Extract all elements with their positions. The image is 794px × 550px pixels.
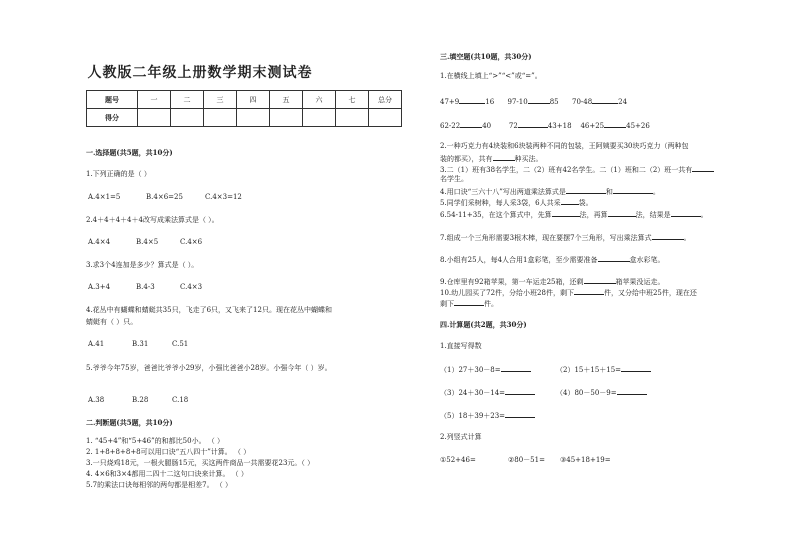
- text: 8.小组有25人，每4人合用1盒彩笔，至少需要准备: [440, 256, 598, 264]
- score-row-label: 得分: [87, 109, 138, 127]
- expr: （4）80－50－9=: [556, 389, 617, 397]
- answer-blank[interactable]: [505, 410, 535, 418]
- score-header-cell: 总分: [369, 91, 402, 109]
- vertical-calc-1: ①52+46=: [440, 456, 476, 464]
- text: 10.幼儿园买了72件，分给小班28件，剩下: [440, 289, 574, 297]
- question-4-line-1: 4.花丛中有蝴蝶和蜻蜓共35只，飞走了6只，又飞来了12只。现在花丛中蝴蝶和: [86, 306, 332, 314]
- text: 件。: [484, 300, 498, 308]
- page-title: 人教版二年级上册数学期末测试卷: [87, 65, 313, 81]
- fill-1-row-2: [440, 120, 650, 131]
- q1-option-c: C.4×3=12: [205, 193, 242, 201]
- expr: 46+25: [580, 122, 605, 130]
- q2-option-a: A.4×4: [88, 238, 111, 246]
- fill-4: [440, 186, 660, 197]
- expr: 47+9: [440, 98, 460, 106]
- expr: （3）24＋30－14=: [440, 389, 506, 397]
- answer-blank[interactable]: [613, 186, 653, 194]
- expr: 97-10: [507, 98, 528, 106]
- q5-option-c: C.18: [172, 396, 189, 404]
- answer-blank[interactable]: [604, 120, 626, 128]
- answer-blank[interactable]: [621, 364, 651, 372]
- score-table: [86, 90, 402, 127]
- answer-blank[interactable]: [608, 209, 636, 217]
- fill-6: [440, 209, 708, 220]
- score-cell: [171, 109, 204, 127]
- answer-blank[interactable]: [561, 197, 579, 205]
- calc-2-title: 2.列竖式计算: [440, 433, 482, 441]
- expr: 62-22: [440, 122, 461, 130]
- vertical-calc-3: ③45+18+19=: [560, 456, 611, 464]
- score-cell: [369, 109, 402, 127]
- score-cell: [270, 109, 303, 127]
- answer-blank[interactable]: [528, 96, 550, 104]
- text: 法，结果是: [635, 211, 671, 219]
- score-header-cell: 题号: [87, 91, 138, 109]
- fill-1-row-1: [440, 96, 627, 107]
- fill-8: [440, 254, 665, 265]
- score-header-cell: 二: [171, 91, 204, 109]
- answer-blank[interactable]: [592, 96, 618, 104]
- score-header-cell: 七: [336, 91, 369, 109]
- score-table-header-row: [87, 91, 402, 109]
- judge-4: 4. 4×6和3×4都用二四十二这句口诀来计算。 （ ）: [86, 470, 248, 478]
- answer-blank[interactable]: [459, 96, 485, 104]
- q1-option-a: A.4×1=5: [88, 193, 121, 201]
- section-heading-calc: 四.计算题(共2题，共30分): [440, 320, 527, 329]
- fill-2-line-1: 2.一种巧克力有4块装和6块装两种不同的包装，王阿姨要买30块巧克力（两种包: [440, 142, 689, 150]
- expr: 40: [482, 122, 492, 130]
- fill-10-line-2: [440, 298, 498, 309]
- q5-option-a: A.38: [88, 396, 105, 404]
- score-header-cell: 三: [204, 91, 237, 109]
- question-1: 1.下列正确的是（ ）: [86, 170, 151, 178]
- text: 和: [605, 188, 613, 196]
- answer-blank[interactable]: [566, 186, 606, 194]
- text: 。: [683, 234, 691, 242]
- score-header-cell: 六: [303, 91, 336, 109]
- section-heading-choice: 一.选择题(共5题，共10分): [86, 148, 173, 157]
- question-3: 3.求3个4连加是多少？算式是（ ）。: [86, 261, 199, 269]
- q4-option-c: C.51: [172, 340, 189, 348]
- text: 袋。: [578, 199, 593, 207]
- text: 。: [652, 188, 660, 196]
- fill-2-line-2: [440, 153, 543, 164]
- fill-5: [440, 197, 593, 208]
- expr: 45+26: [626, 122, 650, 130]
- expr: （1）27＋30－8=: [440, 366, 501, 374]
- expr: 24: [618, 98, 628, 106]
- judge-2: 2. 1+8+8+8+8可以用口诀“五八四十”计算。 （ ）: [86, 448, 251, 456]
- score-header-cell: 一: [138, 91, 171, 109]
- score-table-score-row: [87, 109, 402, 127]
- answer-blank[interactable]: [552, 209, 580, 217]
- expr: （2）15＋15＋15=: [556, 366, 622, 374]
- expr: （5）18＋39＋23=: [440, 412, 506, 420]
- answer-blank[interactable]: [671, 209, 701, 217]
- text: 盒水彩笔。: [629, 256, 665, 264]
- text: 装的都买），共有: [440, 155, 493, 163]
- vertical-calc-2: ②80－51=: [508, 456, 545, 464]
- text: 3.二（1）班有38名学生，二（2）班有42名学生。二（1）班和二（2）班一共有: [440, 166, 693, 174]
- q2-option-b: B.4×5: [136, 238, 159, 246]
- text: 。: [700, 211, 708, 219]
- text: 名学生。: [440, 175, 468, 183]
- text: 法，再算: [579, 211, 608, 219]
- calc-item-4: [556, 387, 647, 398]
- text: 9.仓库里有92箱苹果，第一车运走25箱，还剩: [440, 278, 584, 286]
- fill-3-line-1: [440, 164, 714, 175]
- score-cell: [237, 109, 270, 127]
- q3-option-a: A.3+4: [88, 283, 111, 291]
- question-4-line-2: 蜻蜓有（ ）只。: [86, 318, 138, 326]
- score-header-cell: 四: [237, 91, 270, 109]
- text: 种买法。: [514, 155, 543, 163]
- answer-blank[interactable]: [505, 387, 535, 395]
- q4-option-b: B.31: [132, 340, 149, 348]
- expr: 70-48: [571, 98, 593, 106]
- calc-item-2: [556, 364, 651, 375]
- answer-blank[interactable]: [501, 364, 531, 372]
- judge-5: 5.7的乘法口诀每相邻的两句都是相差7。 （ ）: [86, 481, 233, 489]
- answer-blank[interactable]: [574, 287, 604, 295]
- question-2: 2.4＋4＋4＋4＋4改写成乘法算式是（ ）。: [86, 216, 219, 224]
- text: 6.54-11+35，在这个算式中，先算: [440, 211, 552, 219]
- fill-9: [440, 276, 665, 287]
- q3-option-c: C.4×3: [180, 283, 203, 291]
- answer-blank[interactable]: [584, 276, 616, 284]
- score-cell: [303, 109, 336, 127]
- q3-option-b: B.4-3: [136, 283, 155, 291]
- text: 剩下: [440, 300, 454, 308]
- answer-blank[interactable]: [598, 254, 630, 262]
- score-cell: [138, 109, 171, 127]
- section-heading-fill: 三.填空题(共10题，共30分): [440, 52, 532, 61]
- text: 5.同学们采树种，每人采3袋，6人共采: [440, 199, 561, 207]
- score-cell: [204, 109, 237, 127]
- fill-10-line-1: [440, 287, 697, 298]
- q2-option-c: C.4×6: [180, 238, 203, 246]
- question-5: 5.爷爷今年75岁，爸爸比爷爷小29岁，小强比爸爸小28岁。小强今年（ ）岁。: [86, 364, 332, 372]
- text: 7.组成一个三角形需要3根木棒，现在要摆7个三角形，写出乘法算式: [440, 234, 652, 242]
- text: 箱苹果没运走。: [615, 278, 665, 286]
- fill-3-line-2: [440, 175, 468, 184]
- expr: 43+18: [547, 122, 572, 130]
- answer-blank[interactable]: [617, 387, 647, 395]
- score-header-cell: 五: [270, 91, 303, 109]
- judge-3: 3.一只烧鸡18元，一根火腿肠15元，买这两件商品一共需要花23元。（ ）: [86, 459, 315, 467]
- fill-7: [440, 232, 691, 243]
- calc-item-1: [440, 364, 531, 375]
- answer-blank[interactable]: [454, 298, 484, 306]
- judge-1: 1. “45+4”和“5+46”的和都比50小。 （ ）: [86, 437, 225, 445]
- calc-1-title: 1.直接写得数: [440, 342, 482, 350]
- answer-blank[interactable]: [493, 153, 515, 161]
- calc-item-3: [440, 387, 535, 398]
- answer-blank[interactable]: [460, 120, 482, 128]
- answer-blank[interactable]: [518, 120, 548, 128]
- answer-blank[interactable]: [652, 232, 684, 240]
- section-heading-judge: 二.判断题(共5题，共10分): [86, 418, 173, 427]
- score-cell: [336, 109, 369, 127]
- text: 4.用口诀“三六十八”写出两道乘法算式是: [440, 188, 566, 196]
- q1-option-b: B.4×6=25: [146, 193, 183, 201]
- expr: 85: [549, 98, 559, 106]
- q5-option-b: B.28: [132, 396, 149, 404]
- calc-item-5: [440, 410, 535, 421]
- expr: 72: [508, 122, 518, 130]
- answer-blank[interactable]: [692, 164, 714, 172]
- expr: 16: [485, 98, 495, 106]
- q4-option-a: A.41: [88, 340, 105, 348]
- fill-1: 1.在横线上填上“>”“<”或“=”。: [440, 72, 542, 80]
- text: 件，又分给中班25件，现在还: [603, 289, 697, 297]
